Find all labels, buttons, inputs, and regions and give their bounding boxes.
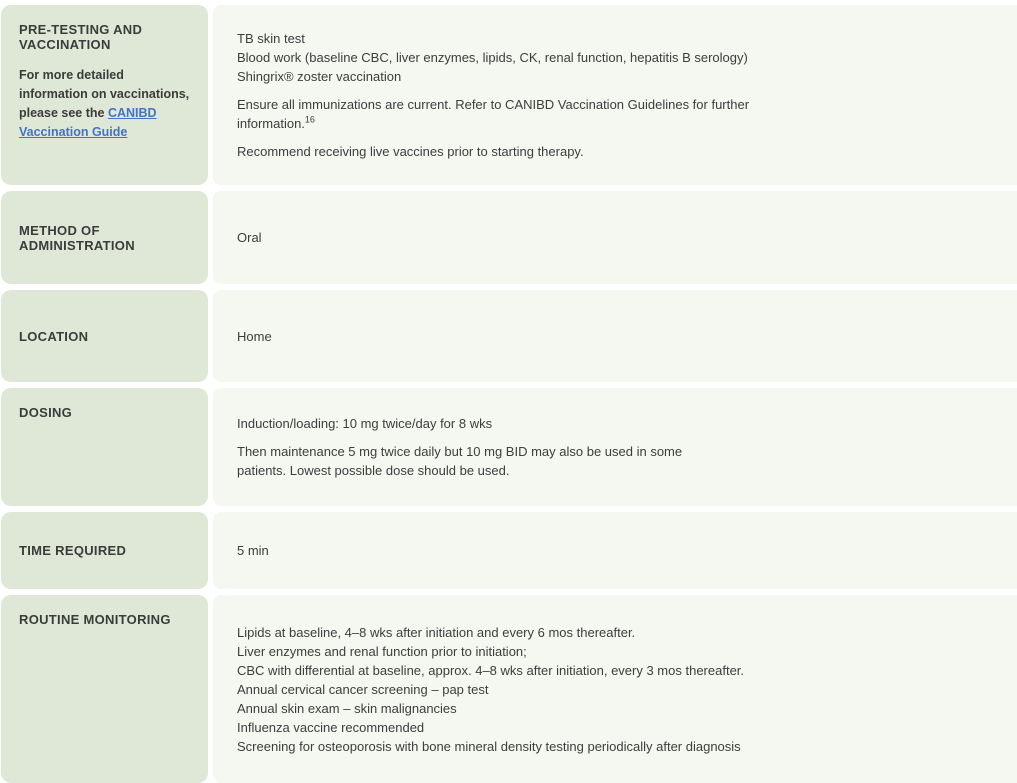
method-value: Oral (237, 230, 262, 245)
row-dosing (1, 388, 1017, 506)
reference-superscript: 16 (304, 114, 315, 125)
row-method-of-administration (1, 191, 1017, 284)
immunization-note-text: information. (237, 116, 305, 131)
immunization-note (237, 95, 993, 133)
row-header-label: LOCATION (19, 328, 89, 344)
content-cell-dosing (213, 388, 1017, 506)
content-cell-method-of-administration (213, 191, 1017, 284)
row-pre-testing-and-vaccination (1, 5, 1017, 185)
pre-testing-items (237, 29, 993, 86)
header-cell-method-of-administration (1, 191, 208, 284)
header-cell-routine-monitoring (1, 595, 208, 783)
header-cell-time-required (1, 512, 208, 589)
live-vaccines-note: Recommend receiving live vaccines prior to starting therapy. (237, 144, 584, 159)
dosing-maintenance-line: patients. Lowest possible dose should be used. (237, 463, 510, 478)
monitoring-item: Lipids at baseline, 4–8 wks after initiation and every 6 mos thereafter. (237, 624, 636, 640)
dosing-induction: Induction/loading: 10 mg twice/day for 8 wks (237, 416, 493, 431)
row-location (1, 290, 1017, 382)
row-header-label: METHOD OF ADMINISTRATION (19, 222, 135, 253)
row-header-label: PRE-TESTING AND VACCINATION (19, 22, 143, 52)
row-header-label: ROUTINE MONITORING (19, 612, 171, 627)
content-cell-pre-testing (213, 5, 1017, 185)
row-header-label: DOSING (19, 405, 73, 420)
canibd-vaccination-guide-link[interactable]: CANIBD Vaccination Guide (19, 106, 157, 139)
monitoring-item: Annual skin exam – skin malignancies (237, 700, 457, 716)
monitoring-item: Annual cervical cancer screening – pap test (237, 681, 489, 697)
pre-testing-item: Shingrix® zoster vaccination (237, 69, 402, 84)
monitoring-item: Screening for osteoporosis with bone mineral density testing periodically after diagnosis (237, 738, 741, 754)
location-value: Home (237, 328, 272, 344)
immunization-note-line: Ensure all immunizations are current. Refer to CANIBD Vaccination Guidelines for further (237, 97, 750, 112)
content-cell-routine-monitoring (213, 595, 1017, 783)
vaccination-guide-note-text: For more detailed information on vaccinations, please see the (19, 68, 190, 120)
header-cell-location (1, 290, 208, 382)
monitoring-item: CBC with differential at baseline, approx. 4–8 wks after initiation, every 3 mos thereafter. (237, 662, 745, 678)
pre-testing-item: TB skin test (237, 31, 305, 46)
content-cell-location (213, 290, 1017, 382)
vaccination-guide-note (19, 66, 192, 142)
row-header-label: TIME REQUIRED (19, 543, 127, 558)
dosing-maintenance-line: Then maintenance 5 mg twice daily but 10 mg BID may also be used in some (237, 444, 683, 459)
monitoring-item: Influenza vaccine recommended (237, 719, 425, 735)
pre-testing-item: Blood work (baseline CBC, liver enzymes, lipids, CK, renal function, hepatitis B serology) (237, 50, 748, 65)
dosing-maintenance (237, 442, 993, 480)
monitoring-item: Liver enzymes and renal function prior to initiation; (237, 643, 527, 659)
header-cell-dosing (1, 388, 208, 506)
row-routine-monitoring (1, 595, 1017, 783)
header-cell-pre-testing-and-vaccination (1, 5, 208, 185)
time-required-value: 5 min (237, 543, 269, 558)
row-time-required (1, 512, 1017, 589)
content-cell-time-required (213, 512, 1017, 589)
immunization-note-line (237, 114, 993, 133)
